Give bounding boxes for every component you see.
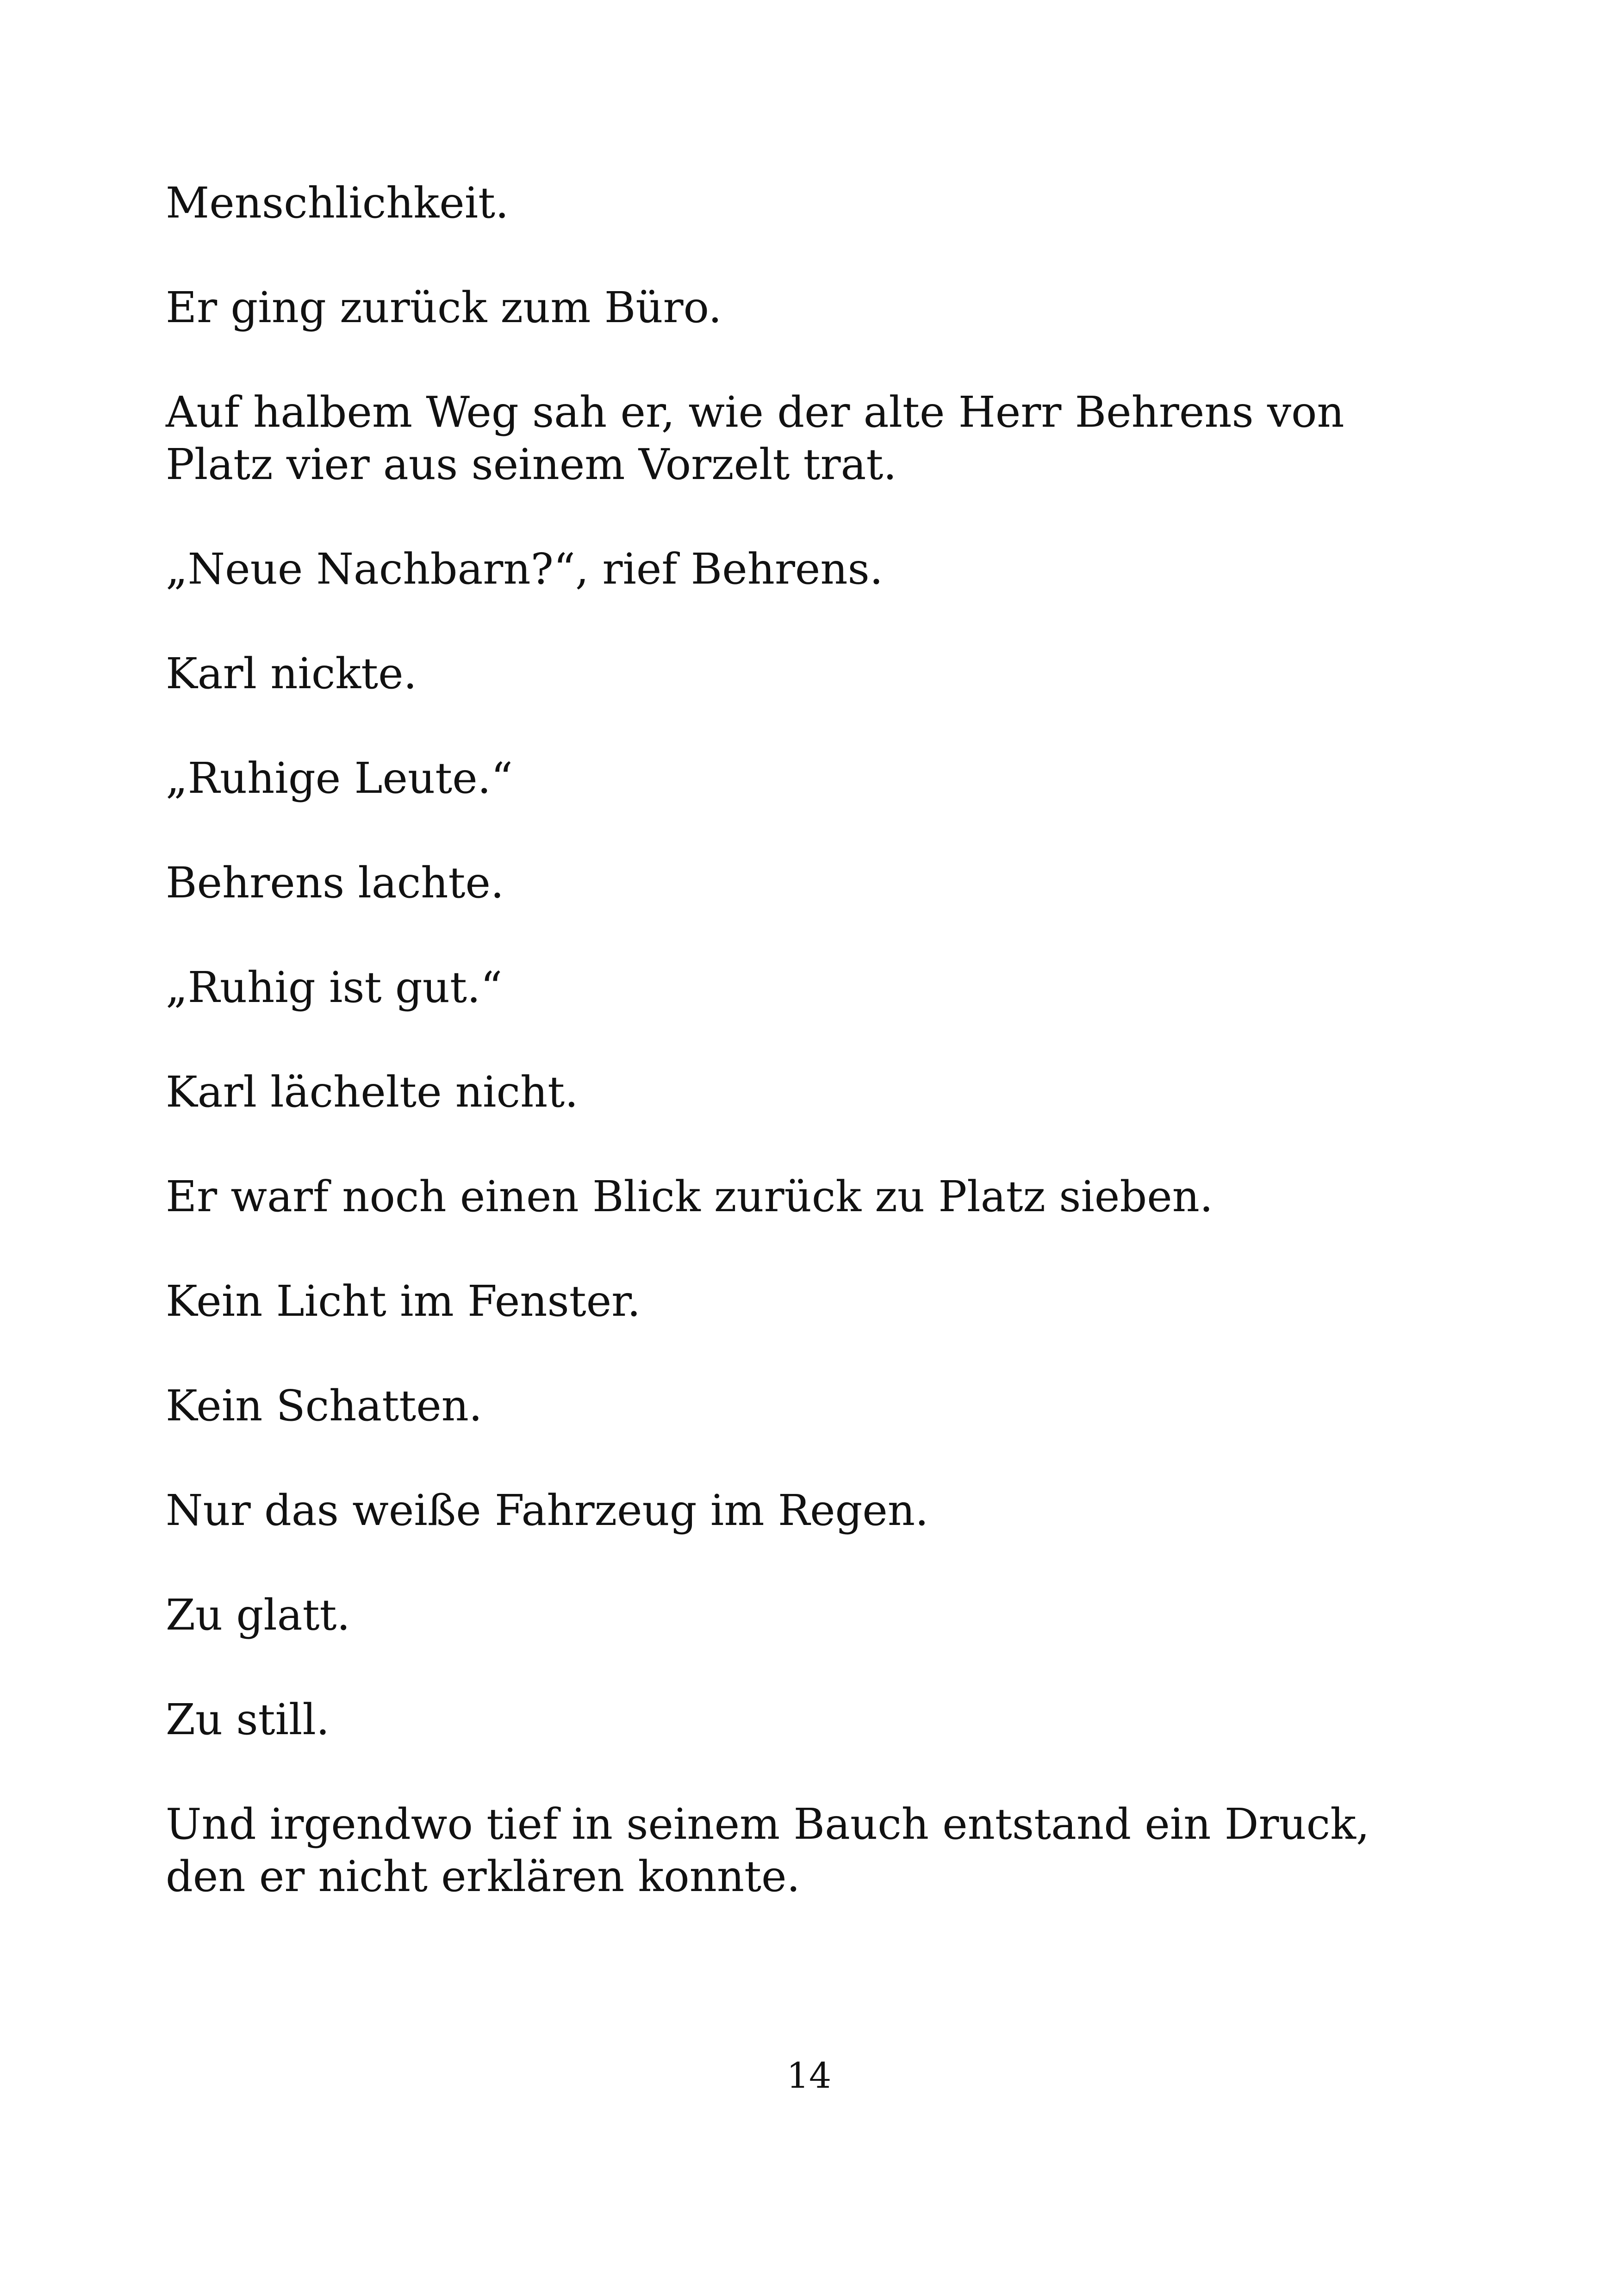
paragraph: „Ruhige Leute.“ — [166, 753, 513, 803]
paragraph: Behrens lachte. — [166, 858, 504, 908]
paragraph: Zu still. — [166, 1695, 330, 1744]
body-text — [166, 177, 1462, 1955]
page-number: 14 — [786, 2055, 832, 2096]
paragraph: Zu glatt. — [166, 1590, 350, 1640]
paragraph: Und irgendwo tief in seinem Bauch entstand ein Druck, den er nicht erklären konnte. — [166, 1799, 1370, 1901]
paragraph: Kein Licht im Fenster. — [166, 1276, 641, 1326]
paragraph: „Neue Nachbarn?“, rief Behrens. — [166, 544, 884, 594]
paragraph: Auf halbem Weg sah er, wie der alte Herr Behrens von Platz vier aus seinem Vorzelt trat. — [166, 387, 1344, 489]
paragraph: Er ging zurück zum Büro. — [166, 283, 722, 332]
paragraph: Karl nickte. — [166, 649, 417, 698]
paragraph: Karl lächelte nicht. — [166, 1067, 579, 1117]
paragraph: „Ruhig ist gut.“ — [166, 963, 503, 1012]
paragraph: Nur das weiße Fahrzeug im Regen. — [166, 1486, 929, 1535]
paragraph: Er warf noch einen Blick zurück zu Platz sieben. — [166, 1172, 1214, 1221]
paragraph: Menschlichkeit. — [166, 178, 509, 228]
paragraph: Kein Schatten. — [166, 1381, 483, 1431]
